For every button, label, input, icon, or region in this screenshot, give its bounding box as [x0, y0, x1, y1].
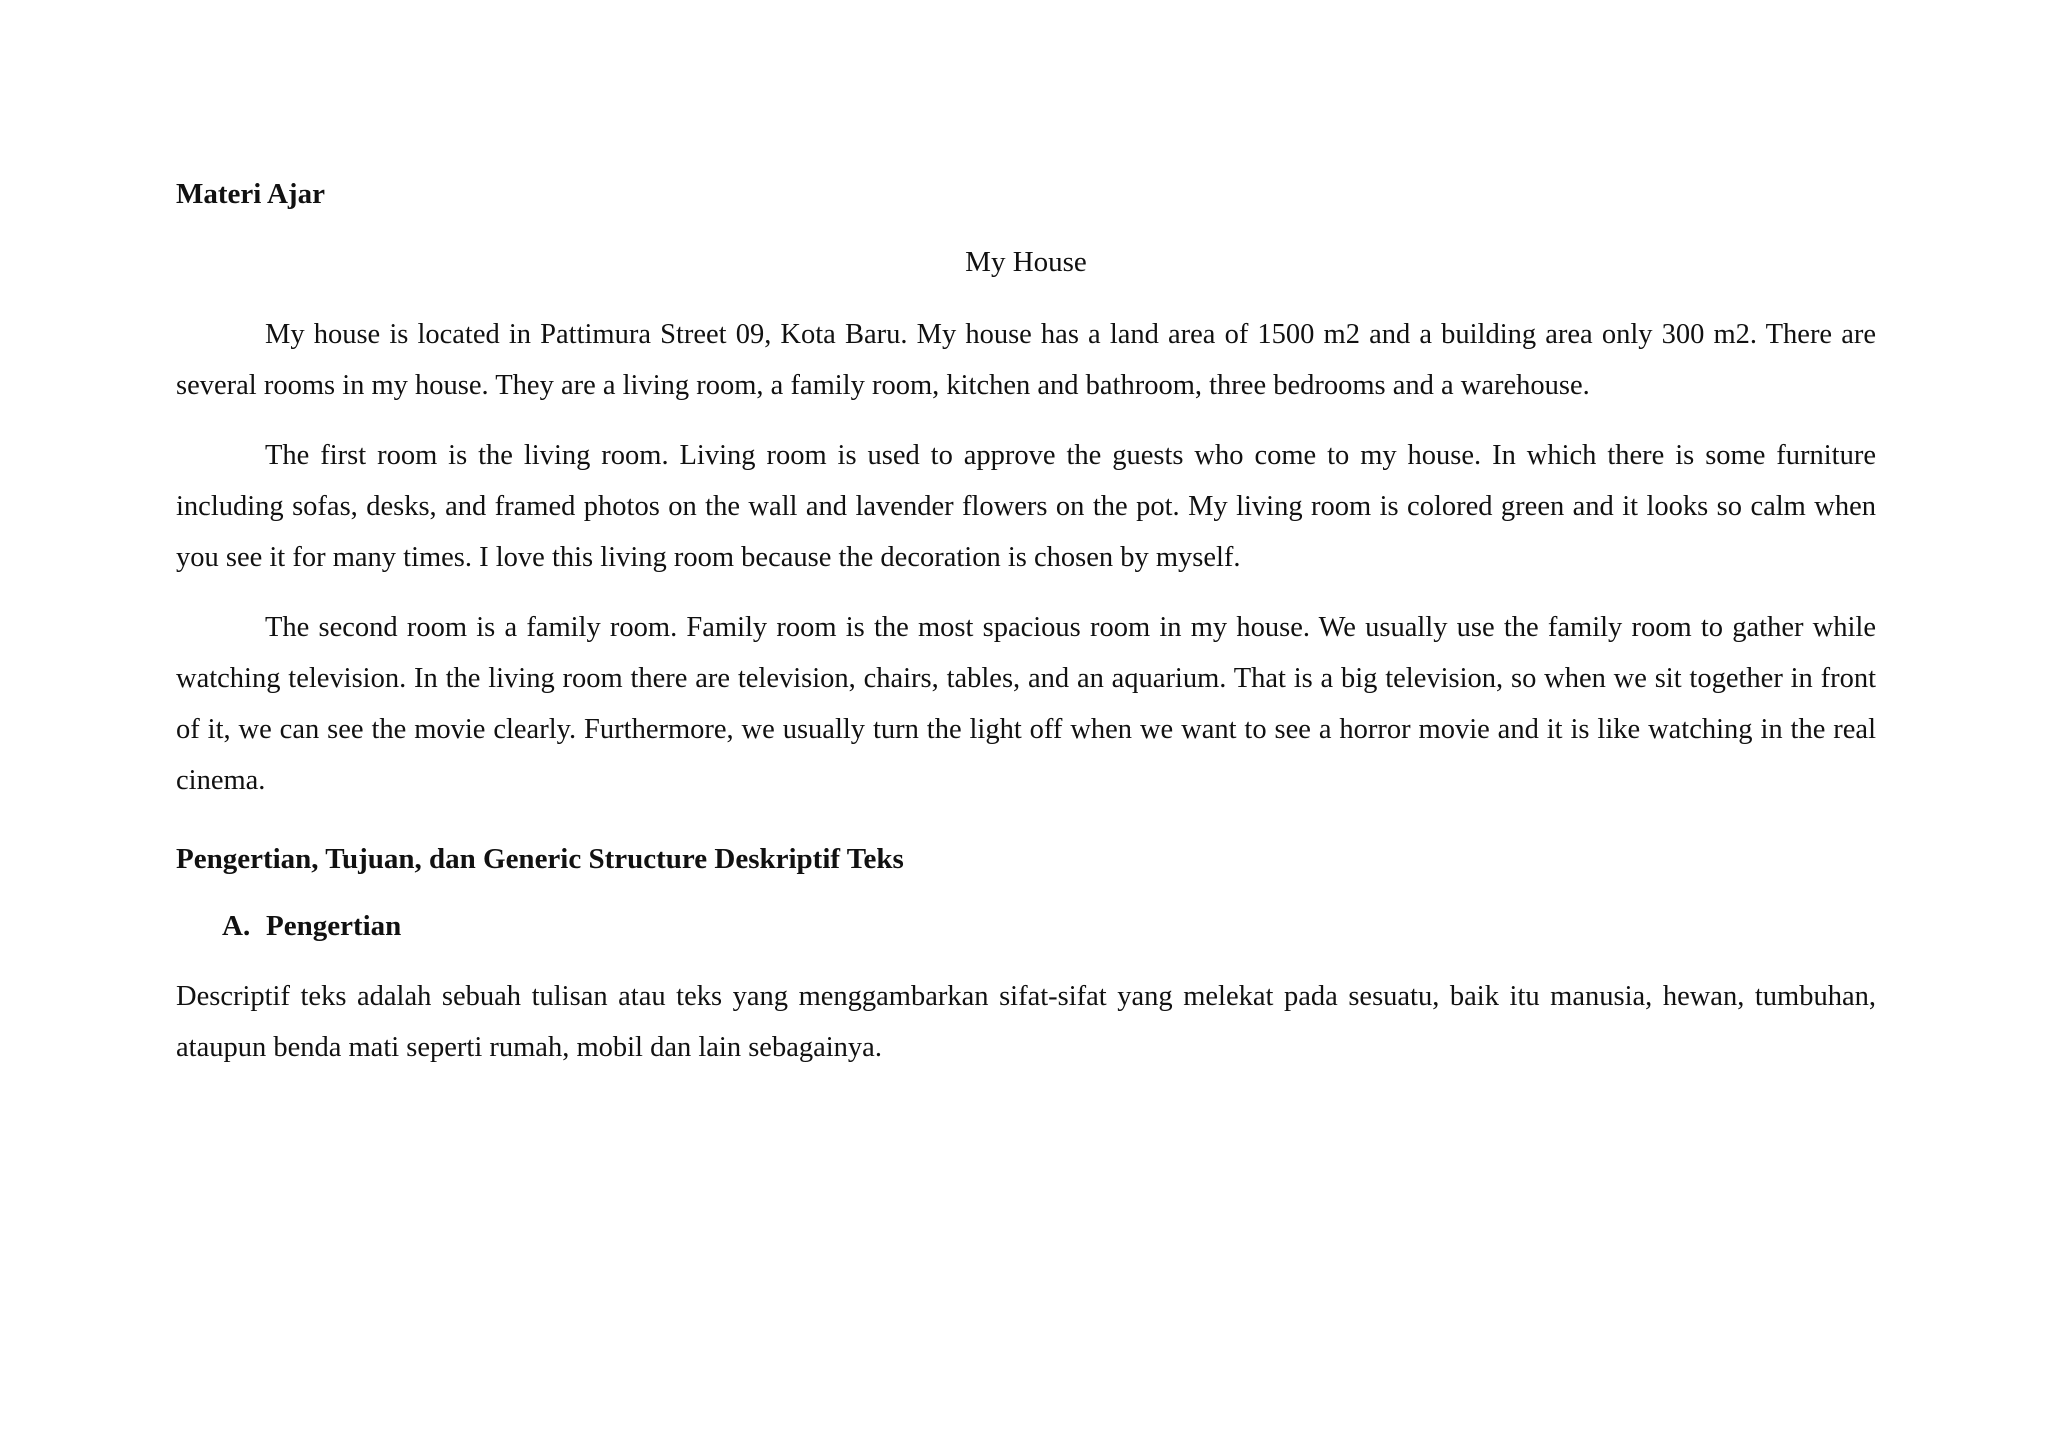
- subsection-label: Pengertian: [266, 910, 402, 942]
- paragraph-3: The second room is a family room. Family room is the most spacious room in my house. We usually use the family room to gather while watching television. In the living room there are television, chairs, tables, and an aquarium. That is a big television, so when we sit together in front of it, we can see the movie clearly. Furthermore, we usually turn the light off when we want to see a horror movie and it is like watching in the real cinema.: [176, 612, 1876, 796]
- document-content: [176, 172, 1876, 1073]
- text-title: My House: [965, 246, 1087, 278]
- definition-paragraph: Descriptif teks adalah sebuah tulisan atau teks yang menggambarkan sifat-sifat yang melekat pada sesuatu, baik itu manusia, hewan, tumbuhan, ataupun benda mati seperti rumah, mobil dan lain sebagainya.: [176, 981, 1876, 1063]
- list-marker: A.: [222, 910, 251, 942]
- paragraph-2: The first room is the living room. Living room is used to approve the guests who come to my house. In which there is some furniture including sofas, desks, and framed photos on the wall and lavender flowers on the pot. My living room is colored green and it looks so calm when you see it for many times. I love this living room because the decoration is chosen by myself.: [176, 440, 1876, 573]
- section-heading: Pengertian, Tujuan, dan Generic Structure Deskriptif Teks: [176, 843, 904, 875]
- materi-ajar-heading: Materi Ajar: [176, 178, 325, 210]
- paragraph-1: My house is located in Pattimura Street 09, Kota Baru. My house has a land area of 1500 m2 and a building area only 300 m2. There are several rooms in my house. They are a living room, a family room, kitchen and bathroom, three bedrooms and a warehouse.: [176, 319, 1876, 401]
- subsection-heading: [222, 904, 1876, 948]
